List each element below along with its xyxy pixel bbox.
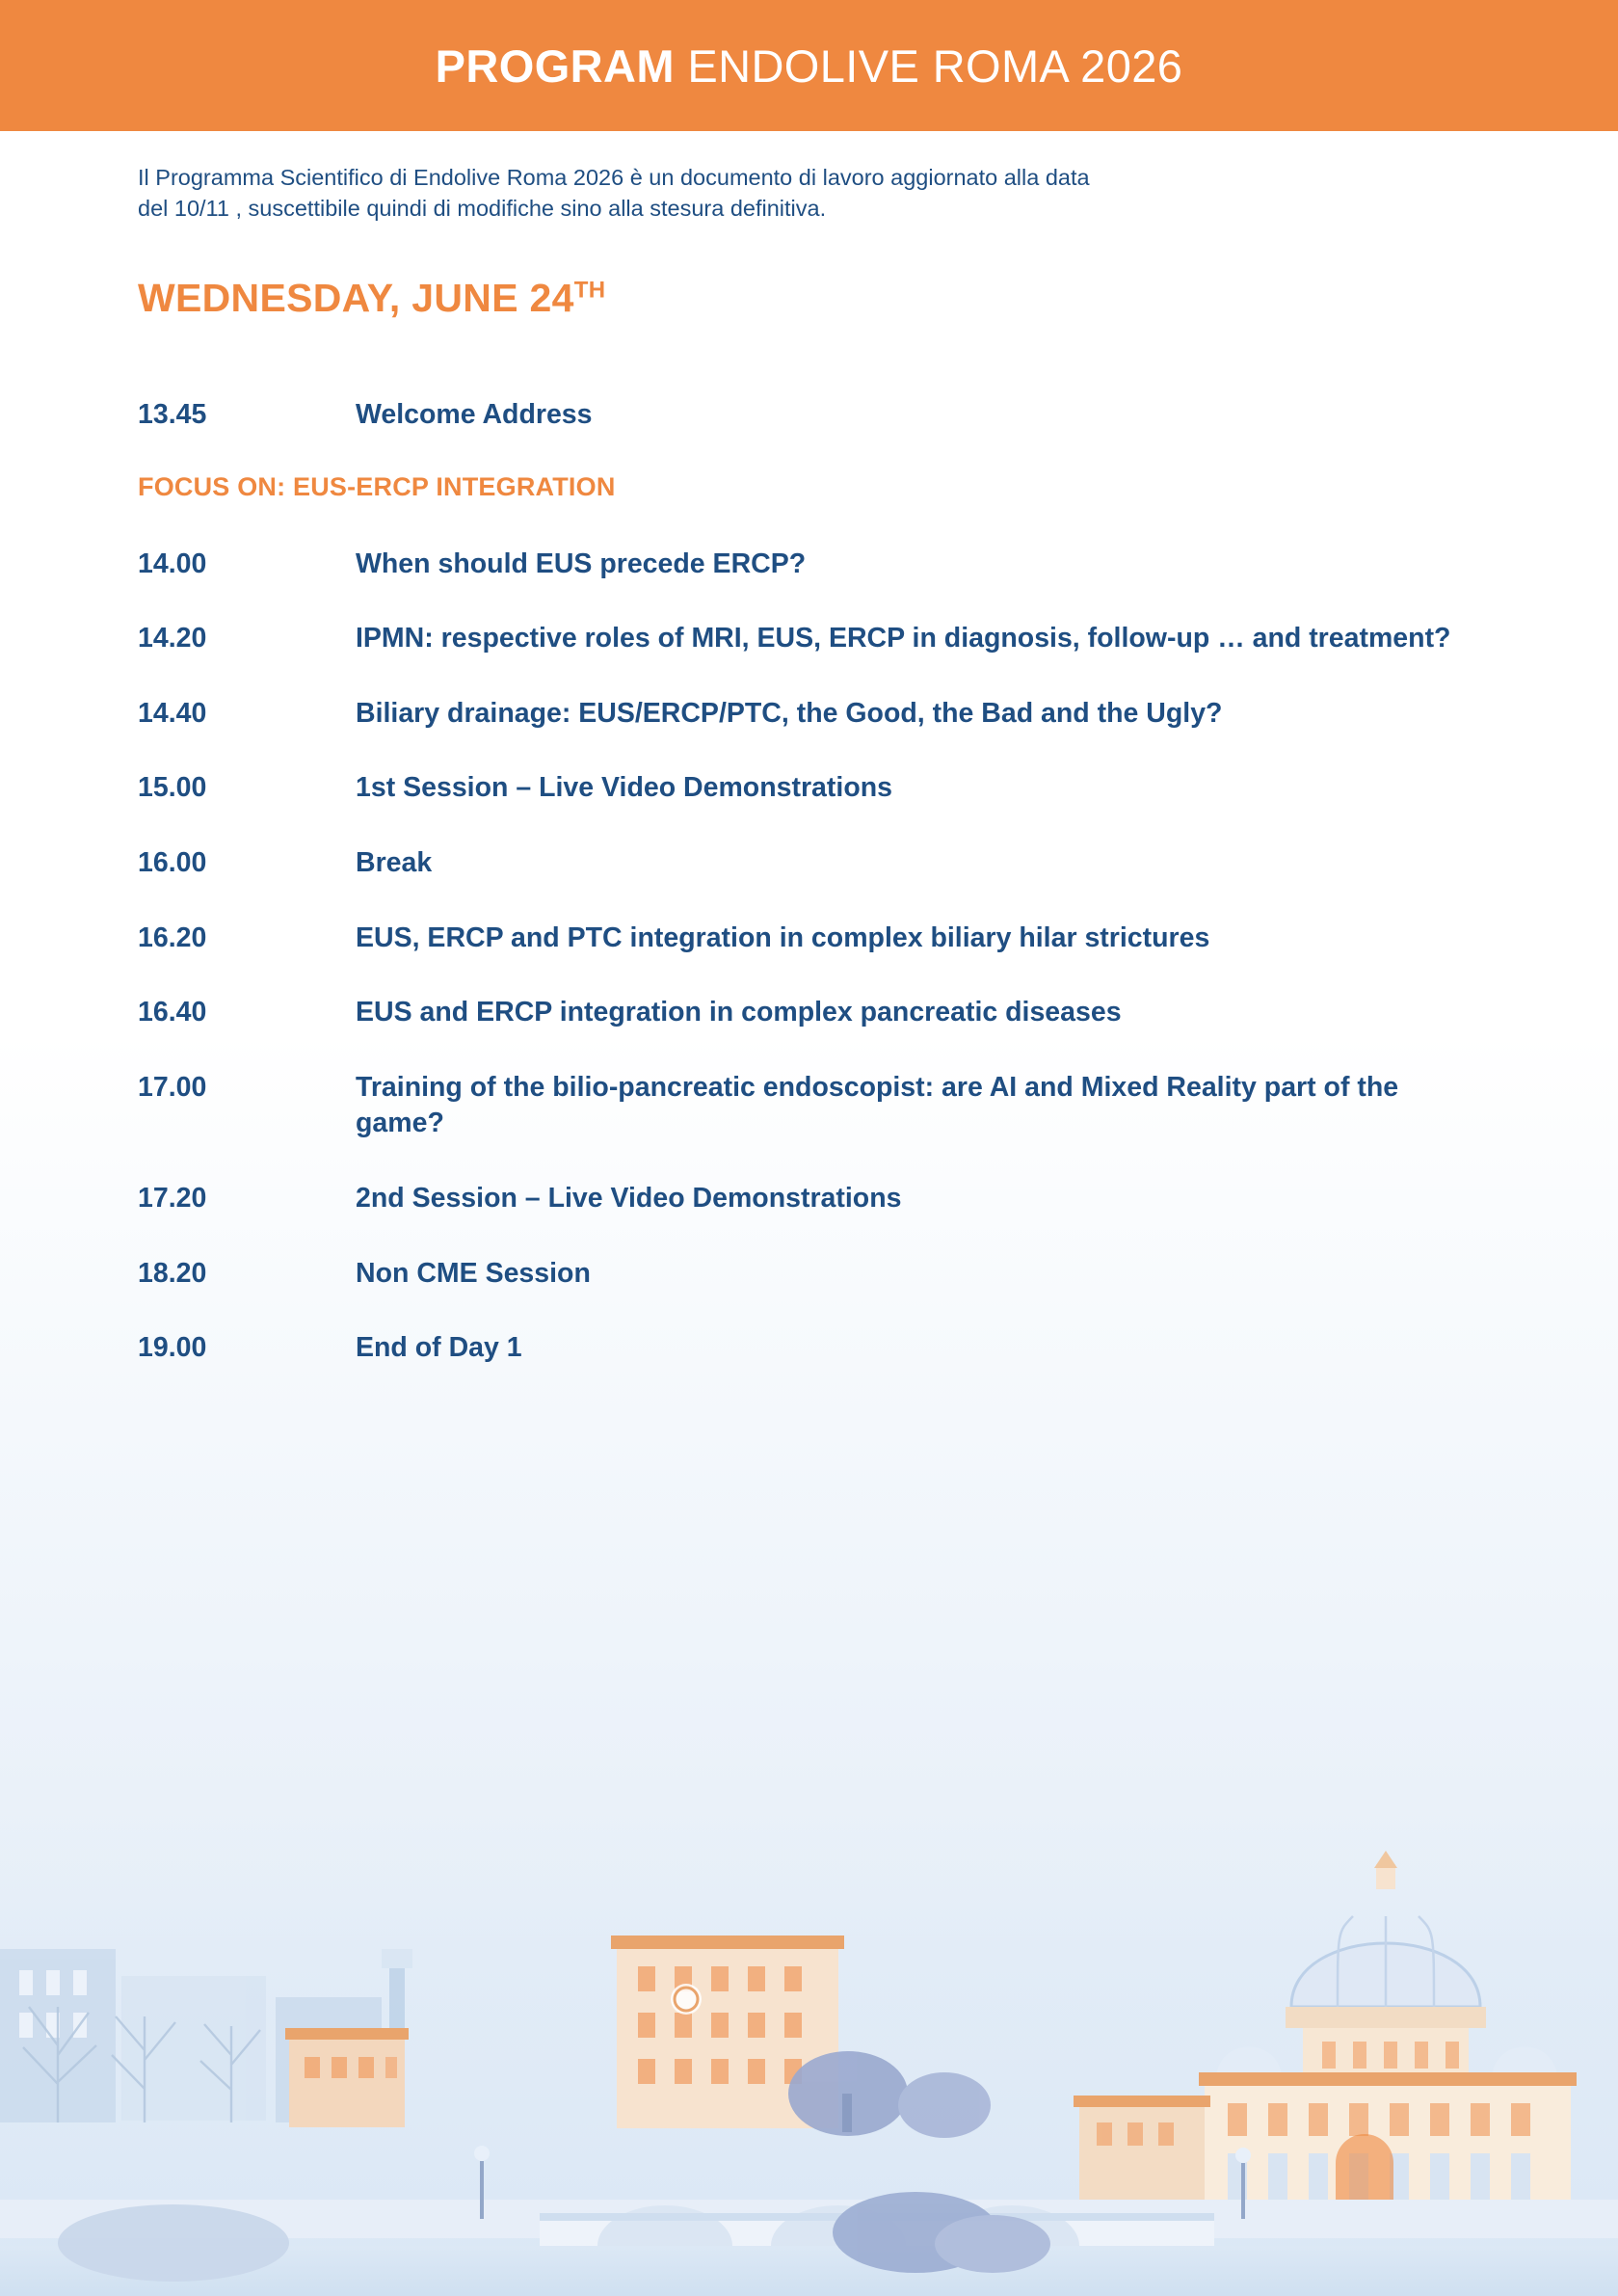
session-time: 15.00 bbox=[138, 772, 207, 804]
schedule-row bbox=[138, 1070, 1487, 1142]
schedule-row bbox=[138, 696, 1487, 733]
session-time: 14.20 bbox=[138, 623, 207, 654]
day-heading bbox=[138, 276, 605, 321]
schedule-row bbox=[138, 1181, 1487, 1217]
page-title-bold: PROGRAM bbox=[435, 40, 675, 92]
intro-note bbox=[138, 162, 1439, 225]
intro-line-1: Il Programma Scientifico di Endolive Roma 2026 è un documento di lavoro aggiornato alla data bbox=[138, 165, 1090, 190]
schedule-row bbox=[138, 845, 1487, 882]
session-title: 2nd Session – Live Video Demonstrations bbox=[356, 1183, 902, 1215]
session-title: End of Day 1 bbox=[356, 1332, 522, 1364]
session-title: Non CME Session bbox=[356, 1257, 591, 1289]
page-title-light: ENDOLIVE ROMA 2026 bbox=[674, 40, 1183, 92]
schedule-row bbox=[138, 921, 1487, 957]
session-time: 17.00 bbox=[138, 1071, 207, 1103]
day-heading-text: WEDNESDAY, JUNE 24 bbox=[138, 276, 574, 320]
schedule-row bbox=[138, 397, 1487, 434]
session-time: 19.00 bbox=[138, 1332, 207, 1364]
session-time: 16.20 bbox=[138, 921, 207, 953]
day-heading-ordinal: TH bbox=[573, 277, 606, 304]
session-time: 13.45 bbox=[138, 399, 207, 430]
schedule-row bbox=[138, 1330, 1487, 1367]
schedule-row bbox=[138, 770, 1487, 807]
session-time: 14.40 bbox=[138, 697, 207, 729]
session-time: 14.00 bbox=[138, 547, 207, 579]
session-title: Break bbox=[356, 847, 433, 879]
session-title: IPMN: respective roles of MRI, EUS, ERCP in diagnosis, follow-up … and treatment? bbox=[356, 623, 1451, 654]
session-title: Training of the bilio-pancreatic endoscopist: are AI and Mixed Reality part of the game? bbox=[356, 1071, 1399, 1139]
session-title: 1st Session – Live Video Demonstrations bbox=[356, 772, 892, 804]
schedule-row bbox=[138, 547, 1487, 583]
session-title: Welcome Address bbox=[356, 399, 593, 430]
session-title: EUS and ERCP integration in complex pancreatic diseases bbox=[356, 997, 1122, 1028]
schedule-list bbox=[138, 397, 1487, 1405]
schedule-row bbox=[138, 995, 1487, 1031]
schedule-row bbox=[138, 1256, 1487, 1293]
rome-skyline-illustration bbox=[0, 1718, 1618, 2296]
session-title: EUS, ERCP and PTC integration in complex biliary hilar strictures bbox=[356, 921, 1210, 953]
session-time: 18.20 bbox=[138, 1257, 207, 1289]
focus-heading: FOCUS ON: EUS-ERCP INTEGRATION bbox=[138, 471, 616, 501]
schedule-row bbox=[138, 621, 1487, 657]
session-time: 17.20 bbox=[138, 1183, 207, 1215]
header-band bbox=[0, 0, 1618, 131]
session-time: 16.40 bbox=[138, 997, 207, 1028]
session-title: Biliary drainage: EUS/ERCP/PTC, the Good, the Bad and the Ugly? bbox=[356, 697, 1223, 729]
session-time: 16.00 bbox=[138, 847, 207, 879]
session-title: When should EUS precede ERCP? bbox=[356, 547, 807, 579]
page-title bbox=[436, 40, 1183, 93]
intro-line-2: del 10/11 , suscettibile quindi di modifiche sino alla stesura definitiva. bbox=[138, 196, 827, 222]
